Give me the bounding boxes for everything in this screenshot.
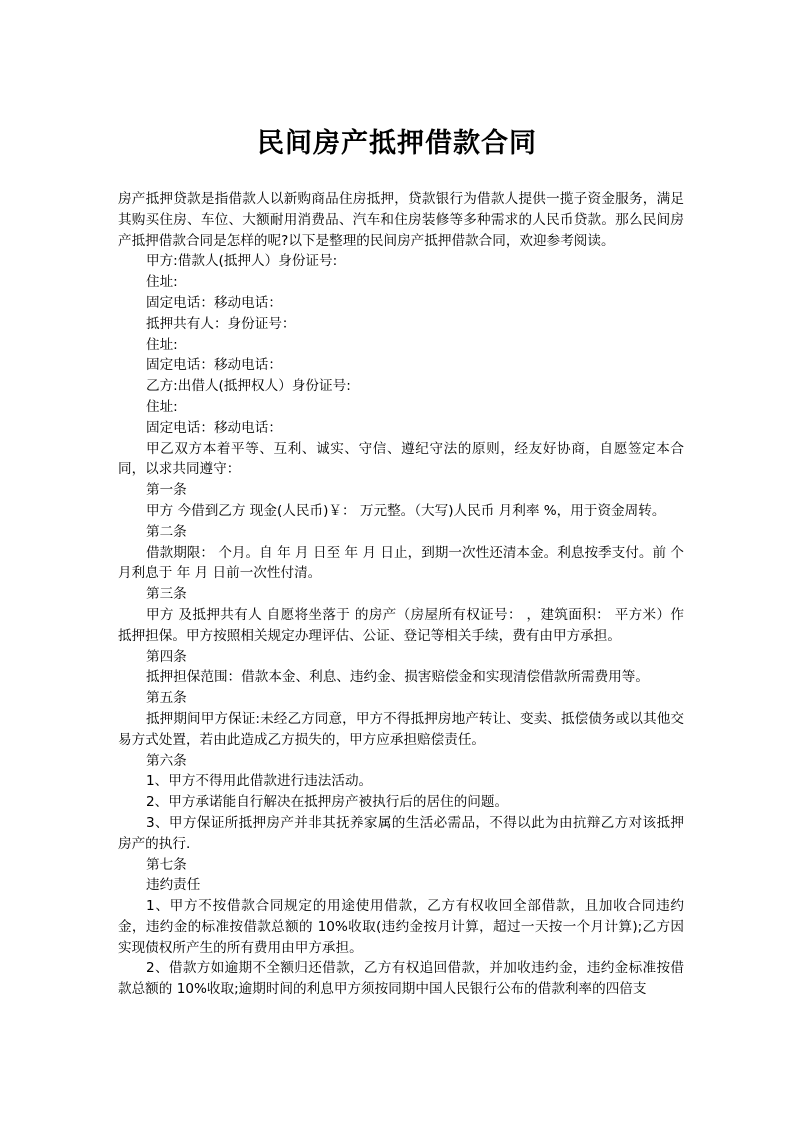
article-heading: 第七条 bbox=[146, 856, 187, 873]
co-owner-address: 住址: bbox=[146, 336, 178, 353]
co-owner-phone: 固定电话：移动电话： bbox=[146, 357, 282, 374]
party-b-line: 乙方:出借人(抵押权人）身份证号: bbox=[146, 378, 351, 395]
article-heading: 第五条 bbox=[146, 690, 187, 707]
article-heading: 第三条 bbox=[146, 586, 187, 603]
party-a-phone: 固定电话：移动电话： bbox=[146, 294, 282, 311]
intro-paragraph: 房产抵押贷款是指借款人以新购商品住房抵押，贷款银行为借款人提供一揽子资金服务，满足其购买住房、车位、大额耐用消费品、汽车和住房装修等多种需求的人民币贷款。那么民间房产抵押借款合同是怎样的呢?以下是整理的民间房产抵押借款合同，欢迎参考阅读。 bbox=[118, 191, 684, 249]
article-heading: 第六条 bbox=[146, 752, 187, 769]
section-heading: 违约责任 bbox=[146, 877, 201, 894]
article-text: 借款期限： 个月。自 年 月 日至 年 月 日止，到期一次性还清本金。利息按季支付。前 个月利息于 年 月 日前一次性付清。 bbox=[118, 544, 684, 582]
document-title: 民间房产抵押借款合同 bbox=[257, 128, 537, 159]
party-a-line: 甲方:借款人(抵押人）身份证号: bbox=[146, 253, 338, 270]
article-text: 抵押期间甲方保证:未经乙方同意，甲方不得抵押房地产转让、变卖、抵偿债务或以其他交易方式处置，若由此造成乙方损失的，甲方应承担赔偿责任。 bbox=[118, 710, 684, 748]
article-heading: 第四条 bbox=[146, 648, 187, 665]
article-text: 1、甲方不按借款合同规定的用途使用借款，乙方有权收回全部借款，且加收合同违约金，违约金的标准按借款总额的 10%收取(违约金按月计算，超过一天按一个月计算);乙方因实现债权所产生的所有费用由甲方承担。 bbox=[118, 898, 684, 956]
party-b-address: 住址: bbox=[146, 398, 178, 415]
article-text: 甲方 今借到乙方 现金(人民币)￥： 万元整。（大写)人民币 月利率 %，用于资金周转。 bbox=[146, 502, 666, 519]
agreement-preamble: 甲乙双方本着平等、互利、诚实、守信、遵纪守法的原则，经友好协商，自愿签定本合同，以求共同遵守： bbox=[118, 440, 684, 478]
document-body bbox=[118, 189, 684, 1000]
article-text: 甲方 及抵押共有人 自愿将坐落于 的房产（房屋所有权证号： ，建筑面积： 平方米）作抵押担保。甲方按照相关规定办理评估、公证、登记等相关手续，费有由甲方承担。 bbox=[118, 606, 684, 644]
article-heading: 第二条 bbox=[146, 523, 187, 540]
party-a-address: 住址: bbox=[146, 274, 178, 291]
co-owner-line: 抵押共有人：身份证号： bbox=[146, 315, 296, 332]
article-text: 2、借款方如逾期不全额归还借款，乙方有权追回借款，并加收违约金，违约金标准按借款总额的 10%收取;逾期时间的利息甲方须按同期中国人民银行公布的借款利率的四倍支 bbox=[118, 960, 684, 998]
article-text: 抵押担保范围：借款本金、利息、违约金、损害赔偿金和实现清偿借款所需费用等。 bbox=[146, 669, 649, 686]
article-text: 2、甲方承诺能自行解决在抵押房产被执行后的居住的问题。 bbox=[146, 794, 509, 811]
party-b-phone: 固定电话：移动电话： bbox=[146, 419, 282, 436]
article-text: 1、甲方不得用此借款进行违法活动。 bbox=[146, 773, 373, 790]
article-heading: 第一条 bbox=[146, 482, 187, 499]
article-text: 3、甲方保证所抵押房产并非其抚养家属的生活必需品，不得以此为由抗辩乙方对该抵押房产的执行. bbox=[118, 814, 684, 852]
